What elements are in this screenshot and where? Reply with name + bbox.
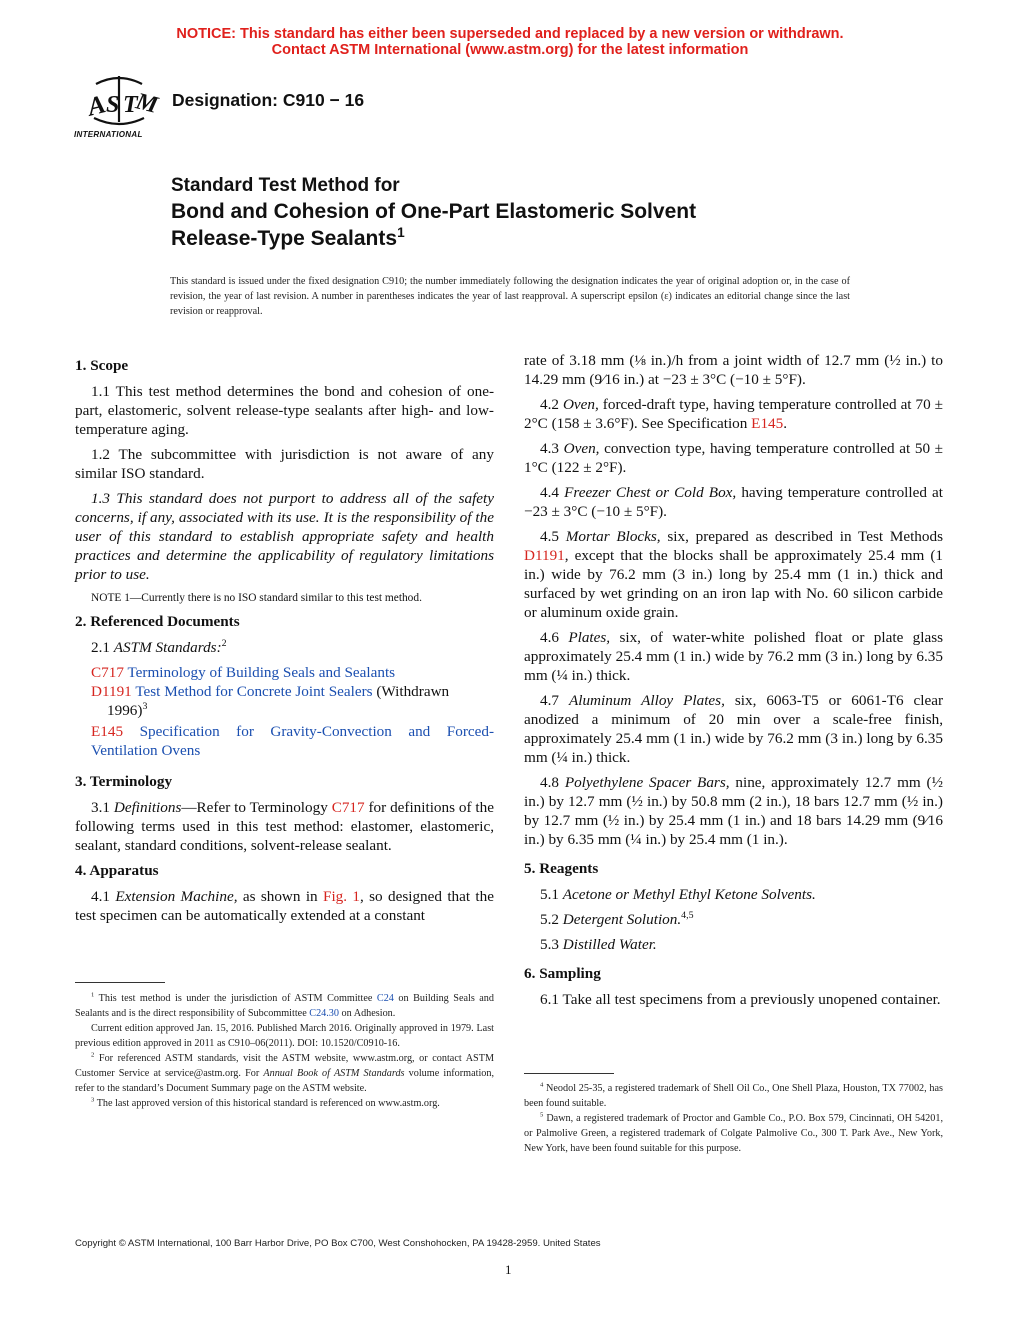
para-4-2: 4.2 Oven, forced-draft type, having temperature controlled at 70 ± 2°C (158 ± 3.6°F). See Specification E145.	[524, 396, 944, 432]
footnote-4: $^4$ Neodol 25-35, a registered trademark of Shell Oil Co., One Shell Plaza, Houston, TX 77002, has been found suitable.	[524, 1081, 943, 1109]
copyright: Copyright © ASTM International, 100 Barr Harbor Drive, PO Box C700, West Conshohocken, PA 19428-2959. United States	[75, 1238, 601, 1249]
footnote-3: $^3$ The last approved version of this historical standard is referenced on www.astm.org.	[91, 1096, 440, 1109]
ref-d1191[interactable]: D1191 Test Method for Concrete Joint Sealers (Withdrawn	[91, 683, 450, 700]
title-line-1: Standard Test Method for	[171, 175, 400, 196]
para-1-1: 1.1 This test method determines the bond and cohesion of one-part, elastomeric, solvent release-type sealants after high- and low-temperature aging.	[75, 383, 494, 438]
left-column	[75, 350, 494, 931]
svg-text:A: A	[84, 89, 109, 122]
footnote-rule-right	[524, 1073, 614, 1074]
para-2-1: 2.1 ASTM Standards:$^2$	[91, 637, 227, 656]
para-4-1: 4.1 Extension Machine, as shown in Fig. 1, so designed that the test specimen can be automatically extended at a constant	[75, 888, 494, 924]
footnote-1: $^1$ This test method is under the jurisdiction of ASTM Committee C24 on Building Seals and Sealants and is the direct responsibility of Subcommittee C24.30 on Adhesion.	[75, 991, 494, 1019]
notice-line-1: NOTICE: This standard has either been superseded and replaced by a new version or withdrawn.	[176, 26, 844, 42]
para-4-6: 4.6 Plates, six, of water-white polished float or plate glass approximately 25.4 mm (1 in.) wide by 76.2 mm (3 in.) long by 6.35 mm (¼ in.) thick.	[524, 629, 944, 684]
notice-line-2: Contact ASTM International (www.astm.org) for the latest information	[271, 42, 749, 58]
logo-subtext: INTERNATIONAL	[74, 130, 143, 139]
note-1: NOTE 1—Currently there is no ISO standard similar to this test method.	[91, 592, 422, 604]
para-4-8: 4.8 Polyethylene Spacer Bars, nine, approximately 12.7 mm (½ in.) by 12.7 mm (½ in.) by 50.8 mm (2 in.), 18 bars 12.7 mm (½ in.) by 12.7 mm (½ in.) by 25.4 mm (1 in.) and 18 bars 14.29 mm (9⁄16 in.) by 6.35 mm (¼ in.) by 25.4 mm (1 in.).	[524, 774, 943, 848]
para-4-7: 4.7 Aluminum Alloy Plates, six, 6063-T5 or 6061-T6 clear anodized a minimum of 20 min over a scale-free finish, approximately 25.4 mm (1 in.) wide by 76.2 mm (3 in.) long by 6.35 mm (¼ in.) thick.	[524, 692, 944, 766]
para-4-4: 4.4 Freezer Chest or Cold Box, having temperature controlled at −23 ± 3°C (−10 ± 5°F).	[524, 484, 944, 520]
para-3-1: 3.1 Definitions—Refer to Terminology C717 for definitions of the following terms used in this test method: elastomer, elastomeric, sealant, standard conditions, solvent-release sealant.	[75, 799, 494, 854]
section-5-heading: 5. Reagents	[524, 860, 599, 877]
preamble: This standard is issued under the fixed designation C910; the number immediately following the designation indicates the year of original adoption or, in the case of revision, the year of last revision. A number in parentheses indicates the year of last reapproval. A superscript epsilon (ε) indicates an editorial change since the last revision or reapproval.	[170, 276, 850, 317]
para-5-1: 5.1 Acetone or Methyl Ethyl Ketone Solvents.	[540, 886, 816, 903]
section-4-heading: 4. Apparatus	[75, 862, 159, 879]
footnotes-left	[75, 991, 494, 1111]
ref-d1191-year: 1996)$^3$	[107, 700, 148, 719]
para-4-1-cont: rate of 3.18 mm (⅛ in.)/h from a joint width of 12.7 mm (½ in.) to 14.29 mm (9⁄16 in.) at −23 ± 3°C (−10 ± 5°F).	[524, 352, 943, 388]
right-column	[524, 351, 943, 1015]
footnote-rule-left	[75, 982, 165, 983]
section-3-heading: 3. Terminology	[75, 773, 173, 790]
section-1-heading: 1. Scope	[75, 357, 129, 374]
ref-e145[interactable]: E145 Specification for Gravity-Convection and Forced-Ventilation Ovens	[91, 723, 495, 759]
para-5-2: 5.2 Detergent Solution.$^{4,5}$	[540, 909, 694, 928]
para-5-3: 5.3 Distilled Water.	[540, 936, 657, 953]
section-2-heading: 2. Referenced Documents	[75, 613, 240, 630]
page-number: 1	[505, 1262, 512, 1277]
title-line-2: Bond and Cohesion of One-Part Elastomeric Solvent	[171, 200, 697, 223]
para-4-5: 4.5 Mortar Blocks, six, prepared as described in Test Methods D1191, except that the blocks shall be approximately 25.4 mm (1 in.) wide by 76.2 mm (3 in.) long by 25.4 mm (1 in.) thick and surfaced by wet grinding on an iron lap with No. 60 silicon carbide or aluminum oxide grain.	[524, 528, 943, 621]
svg-text:M: M	[133, 88, 161, 119]
footnote-1-edition: Current edition approved Jan. 15, 2016. Published March 2016. Originally approved in 1979. Last previous edition approved in 2011 as C910–06(2011). DOI: 10.1520/C0910-16.	[75, 1023, 494, 1049]
para-1-3: 1.3 This standard does not purport to address all of the safety concerns, if any, associated with its use. It is the responsibility of the user of this standard to establish appropriate safety and health practices and determine the applicability of regulatory limitations prior to use.	[75, 490, 494, 583]
para-1-2: 1.2 The subcommittee with jurisdiction is not aware of any similar ISO standard.	[75, 446, 494, 482]
footnote-2: $^2$ For referenced ASTM standards, visit the ASTM website, www.astm.org, or contact ASTM Customer Service at service@astm.org. For Annual Book of ASTM Standards volume information, refer to the standard’s Document Summary page on the ASTM website.	[75, 1051, 495, 1094]
section-6-heading: 6. Sampling	[524, 965, 601, 982]
title-line-3: Release-Type Sealants$^1$	[171, 225, 405, 250]
svg-text:S: S	[106, 92, 120, 118]
ref-c717[interactable]: C717 Terminology of Building Seals and Sealants	[91, 664, 396, 681]
para-6-1: 6.1 Take all test specimens from a previously unopened container.	[540, 991, 941, 1008]
svg-text:T: T	[123, 92, 138, 118]
para-4-3: 4.3 Oven, convection type, having temperature controlled at 50 ± 1°C (122 ± 2°F).	[524, 440, 944, 476]
footnotes-right	[524, 1081, 943, 1156]
footnote-5: $^5$ Dawn, a registered trademark of Proctor and Gamble Co., P.O. Box 579, Cincinnati, OH 54201, or Palmolive Green, a registered trademark of Colgate Palmolive Co., 300 T. Park Ave., New York, New York, have been found suitable for this purpose.	[524, 1111, 943, 1154]
designation: Designation: C910 − 16	[172, 90, 365, 110]
